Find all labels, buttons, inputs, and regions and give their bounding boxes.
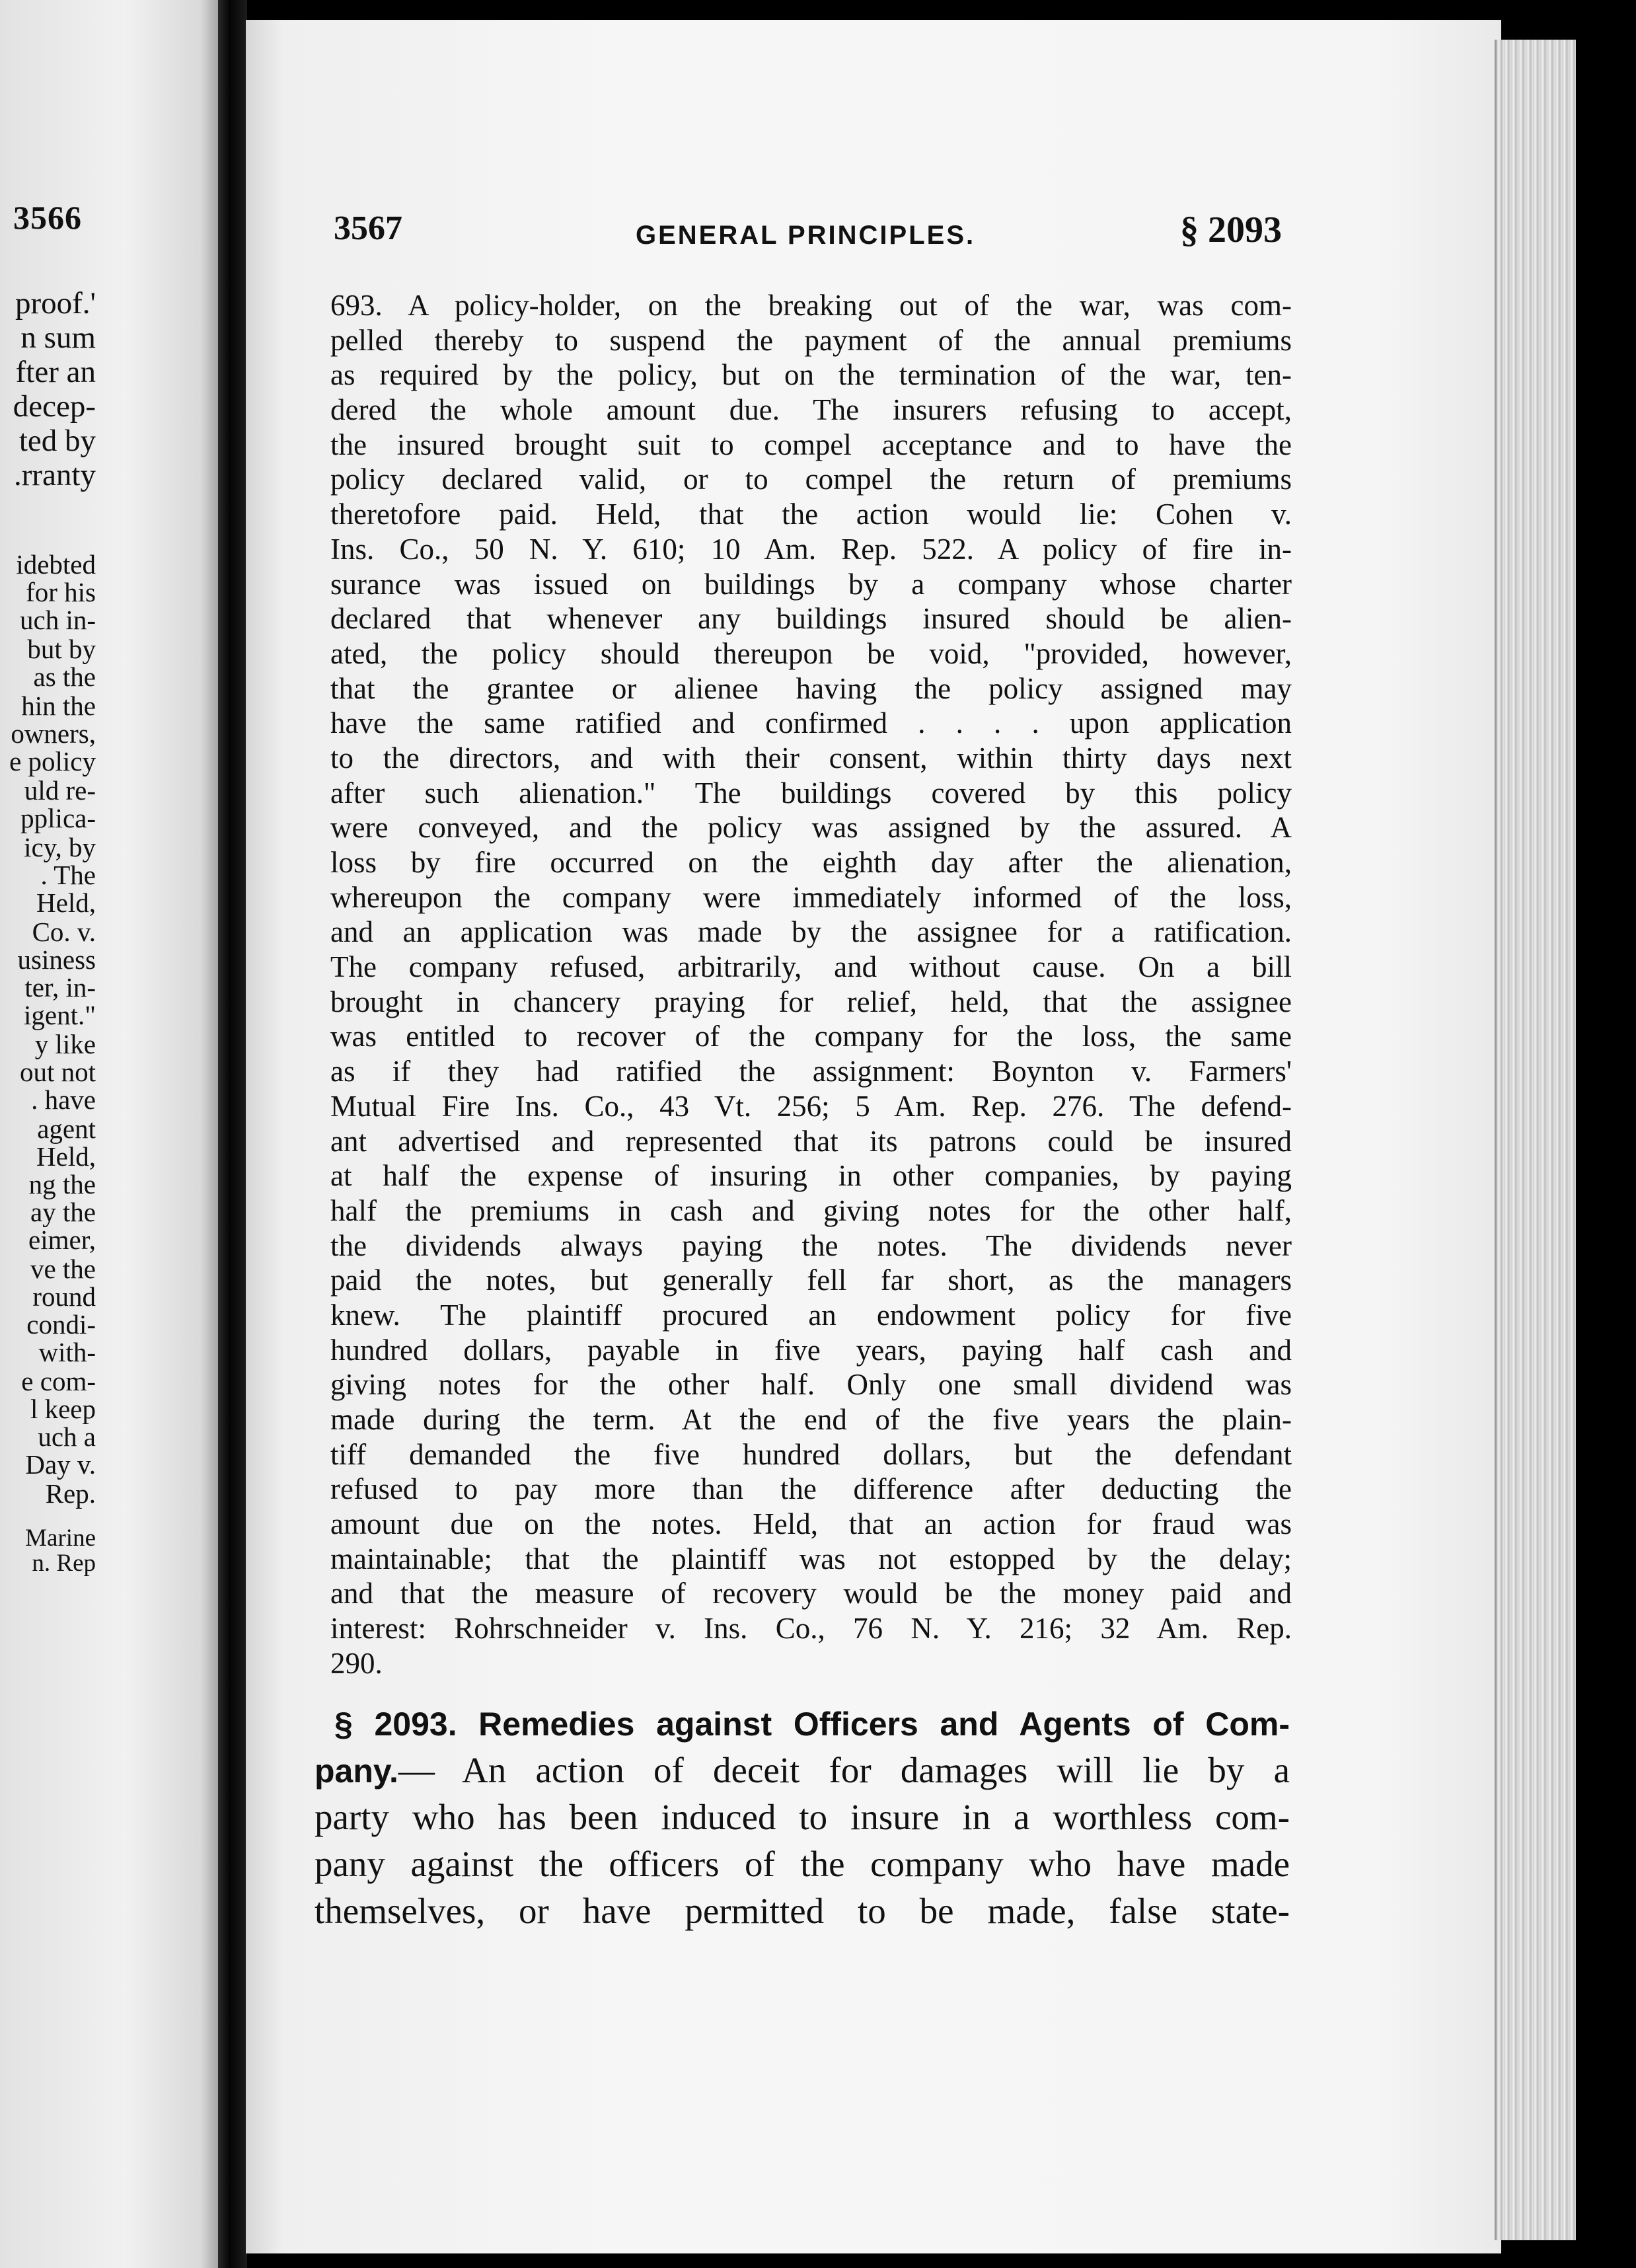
note-line: Ins. Co., 50 N. Y. 610; 10 Am. Rep. 522. A policy of fire in- bbox=[330, 532, 1292, 566]
note-line: 693. A policy-holder, on the breaking out of the war, was com- bbox=[330, 289, 1292, 322]
note-line: surance was issued on buildings by a company whose charter bbox=[330, 567, 1292, 601]
left-page-fragment: Day v. bbox=[25, 1449, 96, 1480]
note-line: made during the term. At the end of the five years the plain- bbox=[330, 1403, 1292, 1436]
left-page-fragment: e com- bbox=[21, 1366, 96, 1396]
section-title-end: pany. bbox=[315, 1753, 398, 1790]
left-page-fragment: fter an bbox=[15, 355, 96, 389]
note-line: brought in chancery praying for relief, held, that the assignee bbox=[330, 985, 1292, 1018]
note-line: The company refused, arbitrarily, and without cause. On a bill bbox=[330, 950, 1292, 984]
section-line: themselves, or have permitted to be made, false state- bbox=[315, 1891, 1290, 1931]
left-page-fragment: round bbox=[32, 1281, 96, 1312]
left-page-fragment: for his bbox=[26, 577, 96, 607]
left-page-fragment: ted by bbox=[19, 424, 96, 458]
note-line: as if they had ratified the assignment: Boynton v. Farmers' bbox=[330, 1055, 1292, 1088]
left-page-fragment: icy, by bbox=[24, 832, 96, 862]
left-page-fragment: uld re- bbox=[24, 775, 96, 806]
left-page-fragment: Held, bbox=[36, 888, 96, 918]
left-page-fragment: out not bbox=[19, 1057, 96, 1087]
left-page-fragment: . have bbox=[31, 1084, 96, 1115]
note-line: dered the whole amount due. The insurers refusing to accept, bbox=[330, 393, 1292, 427]
note-line: were conveyed, and the policy was assigned by the assured. A bbox=[330, 811, 1292, 845]
left-page-fragment: . The bbox=[40, 860, 96, 890]
note-line: the dividends always paying the notes. The dividends never bbox=[330, 1228, 1292, 1262]
left-page-fragment: y like bbox=[34, 1029, 96, 1059]
left-page-fragment: Rep. bbox=[45, 1478, 96, 1509]
note-line: half the premiums in cash and giving notes for the other half, bbox=[330, 1193, 1292, 1227]
note-line: and that the measure of recovery would be the money paid and bbox=[330, 1577, 1292, 1610]
left-page-fragment: ter, in- bbox=[24, 972, 96, 1002]
case-notes bbox=[330, 288, 1292, 1681]
section-reference: § 2093 bbox=[1180, 209, 1282, 250]
note-line: maintainable; that the plaintiff was not estopped by the delay; bbox=[330, 1542, 1292, 1575]
left-page-fragment: decep- bbox=[13, 389, 96, 424]
note-line: ant advertised and represented that its patrons could be insured bbox=[330, 1124, 1292, 1158]
left-page-fragment: Co. v. bbox=[32, 917, 96, 947]
left-page-fragment: proof.' bbox=[15, 286, 96, 321]
note-line: theretofore paid. Held, that the action would lie: Cohen v. bbox=[330, 498, 1292, 531]
note-line: at half the expense of insuring in other companies, by paying bbox=[330, 1159, 1292, 1193]
left-page-fragment: n sum bbox=[20, 321, 96, 355]
section-line: party who has been induced to insure in a worthless com- bbox=[315, 1797, 1290, 1837]
left-page-fragment: .rranty bbox=[14, 458, 96, 492]
left-page-fragment: but by bbox=[27, 634, 96, 664]
left-page-fragment: condi- bbox=[26, 1309, 96, 1340]
section-text: — An action of deceit for damages will lie by a bbox=[398, 1750, 1290, 1790]
section-2093 bbox=[315, 1700, 1290, 1934]
note-line: and an application was made by the assignee for a ratification. bbox=[330, 915, 1292, 949]
left-page-fragment: as the bbox=[33, 662, 96, 692]
left-page-fragment: idebted bbox=[16, 549, 96, 580]
left-page-number: 3566 bbox=[13, 199, 82, 236]
left-page-fragment: hin the bbox=[21, 691, 96, 721]
note-line: the insured brought suit to compel acceptance and to have the bbox=[330, 428, 1292, 461]
left-page-fragment: usiness bbox=[17, 944, 96, 975]
note-line: paid the notes, but generally fell far short, as the managers bbox=[330, 1264, 1292, 1297]
note-line: hundred dollars, payable in five years, paying half cash and bbox=[330, 1333, 1292, 1367]
page-number: 3567 bbox=[334, 209, 402, 247]
left-page-fragment: e policy bbox=[9, 746, 96, 776]
note-line: tiff demanded the five hundred dollars, but the defendant bbox=[330, 1437, 1292, 1471]
note-line: was entitled to recover of the company for the loss, the same bbox=[330, 1020, 1292, 1053]
note-line: knew. The plaintiff procured an endowment policy for five bbox=[330, 1298, 1292, 1332]
section-line: pany against the officers of the company who have made bbox=[315, 1844, 1290, 1884]
note-line: 290. bbox=[330, 1646, 383, 1680]
note-line: Mutual Fire Ins. Co., 43 Vt. 256; 5 Am. Rep. 276. The defend- bbox=[330, 1089, 1292, 1123]
note-line: policy declared valid, or to compel the return of premiums bbox=[330, 463, 1292, 496]
left-page-fragment: Marine bbox=[25, 1525, 96, 1552]
note-line: as required by the policy, but on the termination of the war, ten- bbox=[330, 358, 1292, 392]
note-line: ated, the policy should thereupon be void, "provided, however, bbox=[330, 636, 1292, 670]
section-number: § 2093. bbox=[334, 1706, 457, 1743]
left-page-fragment: igent." bbox=[24, 1000, 96, 1030]
section-title: Remedies against Officers and Agents of Com- bbox=[478, 1706, 1290, 1743]
note-line: pelled thereby to suspend the payment of the annual premiums bbox=[330, 323, 1292, 357]
left-page-fragment: agent bbox=[37, 1114, 96, 1144]
left-page-fragment: with- bbox=[38, 1337, 96, 1367]
left-page-fragment: ng the bbox=[28, 1169, 96, 1199]
note-line: that the grantee or alienee having the policy assigned may bbox=[330, 671, 1292, 705]
note-line: have the same ratified and confirmed . . . . upon application bbox=[330, 706, 1292, 740]
note-line: refused to pay more than the difference after deducting the bbox=[330, 1472, 1292, 1506]
left-page-fragment: uch a bbox=[38, 1421, 96, 1452]
note-line: to the directors, and with their consent, within thirty days next bbox=[330, 741, 1292, 775]
left-page-fragment: owners, bbox=[11, 718, 96, 749]
running-head: GENERAL PRINCIPLES. bbox=[636, 221, 976, 250]
note-line: loss by fire occurred on the eighth day after the alienation, bbox=[330, 846, 1292, 879]
note-line: whereupon the company were immediately informed of the loss, bbox=[330, 880, 1292, 914]
note-line: declared that whenever any buildings insured should be alien- bbox=[330, 602, 1292, 636]
note-line: giving notes for the other half. Only one small dividend was bbox=[330, 1368, 1292, 1402]
section-line bbox=[315, 1747, 1290, 1794]
left-page-fragment: ay the bbox=[30, 1197, 96, 1227]
note-line: after such alienation." The buildings covered by this policy bbox=[330, 776, 1292, 810]
note-line: amount due on the notes. Held, that an action for fraud was bbox=[330, 1507, 1292, 1541]
left-page-fragment: uch in- bbox=[20, 605, 96, 635]
left-page-fragment: ve the bbox=[30, 1254, 96, 1284]
left-page-fragment: Held, bbox=[36, 1141, 96, 1172]
left-page-fragment: n. Rep bbox=[32, 1550, 96, 1577]
left-page-fragment: eimer, bbox=[28, 1225, 96, 1255]
section-heading-line bbox=[315, 1700, 1290, 1747]
note-line: interest: Rohrschneider v. Ins. Co., 76 N. Y. 216; 32 Am. Rep. bbox=[330, 1612, 1292, 1645]
left-page-fragment: l keep bbox=[30, 1394, 96, 1424]
left-page-fragment: pplica- bbox=[20, 803, 96, 833]
